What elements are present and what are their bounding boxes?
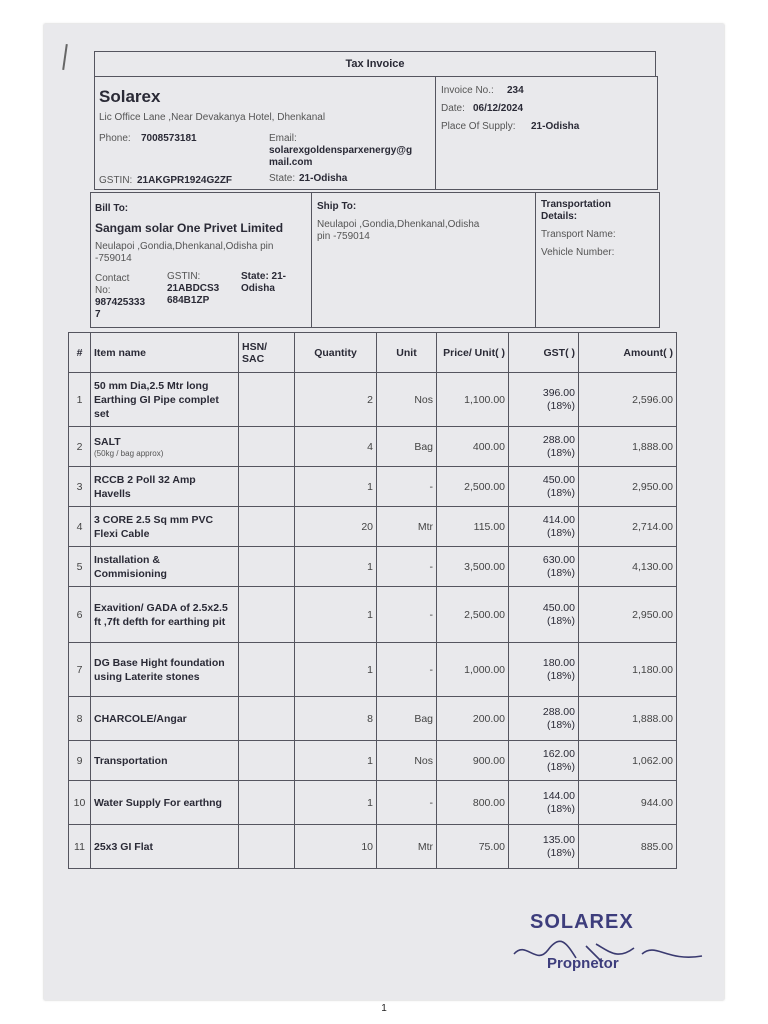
item-unit: - [377,547,437,587]
item-number: 3 [69,467,91,507]
item-gst [509,825,579,869]
item-gst-amount: 162.00 [542,747,575,760]
item-amount: 4,130.00 [579,547,677,587]
item-note: (50kg / bag approx) [94,449,164,458]
item-gst-rate: (18%) [546,614,575,627]
item-gst-amount: 180.00 [542,656,575,669]
item-name: 3 CORE 2.5 Sq mm PVC Flexi Cable [94,513,214,540]
table-row [69,373,677,427]
ship-to-heading: Ship To: [317,201,357,212]
item-number: 9 [69,741,91,781]
item-name: 50 mm Dia,2.5 Mtr long Earthing GI Pipe complet set [94,379,219,420]
item-amount: 1,180.00 [579,643,677,697]
table-row [69,825,677,869]
item-amount: 944.00 [579,781,677,825]
item-hsn [239,467,295,507]
item-name: CHARCOLE/Angar [94,712,187,725]
bill-to-heading: Bill To: [95,203,129,214]
item-name: Installation & Commisioning [94,553,167,580]
item-unit: - [377,467,437,507]
item-price: 200.00 [437,697,509,741]
contact-label-1: Contact [95,273,130,284]
date-label: Date: [441,103,465,114]
parties-box [90,192,660,328]
item-unit: - [377,781,437,825]
header-divider [435,77,436,189]
item-unit: Nos [377,741,437,781]
company-phone: 7008573181 [141,133,197,144]
item-gst [509,427,579,467]
item-price: 400.00 [437,427,509,467]
bill-gstin-label: GSTIN: [167,271,201,282]
parties-divider-1 [311,193,312,327]
item-name: DG Base Hight foundation using Laterite stones [94,656,225,683]
item-amount: 1,888.00 [579,427,677,467]
company-state: 21-Odisha [299,173,348,184]
item-gst [509,741,579,781]
item-price: 1,000.00 [437,643,509,697]
item-name: SALT [94,436,121,448]
email-label: Email: [269,133,297,144]
item-unit: - [377,587,437,643]
item-number: 10 [69,781,91,825]
page-number: 1 [381,1003,387,1014]
item-price: 115.00 [437,507,509,547]
bill-state: Odisha [241,283,275,294]
item-unit: Bag [377,427,437,467]
item-gst-amount: 450.00 [542,473,575,486]
item-gst-amount: 450.00 [542,601,575,614]
col-header-amount: Amount( ) [579,333,677,373]
item-quantity: 1 [295,587,377,643]
ship-to-address-1: Neulapoi ,Gondia,Dhenkanal,Odisha [317,219,480,230]
item-quantity: 8 [295,697,377,741]
item-gst-rate: (18%) [546,486,575,499]
supply-label: Place Of Supply: [441,121,516,132]
item-gst-rate: (18%) [546,526,575,539]
item-number: 4 [69,507,91,547]
item-price: 75.00 [437,825,509,869]
parties-divider-2 [535,193,536,327]
col-header-hsn: HSN/ SAC [239,333,295,373]
table-header-row [69,333,677,373]
item-gst-rate: (18%) [546,669,575,682]
item-unit: Nos [377,373,437,427]
item-gst-rate: (18%) [546,802,575,815]
item-price: 900.00 [437,741,509,781]
items-body [69,373,677,869]
vehicle-number-label: Vehicle Number: [541,247,615,258]
invoice-title: Tax Invoice [345,58,405,70]
item-name-cell [91,373,239,427]
item-amount: 2,714.00 [579,507,677,547]
item-name-cell [91,741,239,781]
item-name: RCCB 2 Poll 32 Amp Havells [94,473,196,500]
item-unit: Mtr [377,825,437,869]
item-hsn [239,825,295,869]
title-bar [94,51,656,77]
table-row [69,643,677,697]
transport-heading-2: Details: [541,211,578,222]
proprietor-label: Propnetor [547,955,619,972]
item-amount: 2,596.00 [579,373,677,427]
col-header-gst: GST( ) [509,333,579,373]
item-name: 25x3 GI Flat [94,840,153,853]
col-header-price: Price/ Unit( ) [437,333,509,373]
item-quantity: 1 [295,547,377,587]
item-hsn [239,507,295,547]
item-quantity: 10 [295,825,377,869]
bill-state-label: State: 21- [241,271,287,282]
item-hsn [239,781,295,825]
table-row [69,467,677,507]
item-name: Water Supply For earthng [94,796,222,809]
item-gst-rate: (18%) [546,399,575,412]
item-hsn [239,697,295,741]
items-table [68,332,677,869]
item-unit: - [377,643,437,697]
item-gst-amount: 396.00 [542,386,575,399]
transport-name-label: Transport Name: [541,229,616,240]
item-unit: Mtr [377,507,437,547]
invoice-no: 234 [507,85,524,96]
item-name-cell [91,467,239,507]
contact-label-2: No: [95,285,111,296]
item-gst [509,547,579,587]
company-state-label: State: [269,173,296,184]
item-price: 2,500.00 [437,587,509,643]
contact-number-1: 987425333 [95,297,146,308]
item-name: Exavition/ GADA of 2.5x2.5 ft ,7ft defth for earthing pit [94,601,228,628]
item-amount: 885.00 [579,825,677,869]
item-quantity: 1 [295,467,377,507]
item-hsn [239,643,295,697]
company-stamp: SOLAREX [530,911,634,933]
item-gst [509,781,579,825]
bill-to-address-1: Neulapoi ,Gondia,Dhenkanal,Odisha pin [95,241,274,252]
item-gst-amount: 135.00 [542,833,575,846]
item-gst-amount: 288.00 [542,705,575,718]
invoice-date: 06/12/2024 [473,103,524,114]
item-amount: 2,950.00 [579,587,677,643]
item-hsn [239,587,295,643]
item-hsn [239,373,295,427]
table-row [69,427,677,467]
company-address: Lic Office Lane ,Near Devakanya Hotel, Dhenkanal [99,112,326,123]
bill-gstin-2: 684B1ZP [167,295,210,306]
item-name-cell [91,781,239,825]
item-name-cell [91,427,239,467]
bill-to-address-2: -759014 [95,253,132,264]
gstin-label: GSTIN: [99,175,133,186]
item-hsn [239,427,295,467]
invoice-no-label: Invoice No.: [441,85,494,96]
item-amount: 2,950.00 [579,467,677,507]
col-header-item-name: Item name [91,333,239,373]
item-quantity: 2 [295,373,377,427]
table-row [69,587,677,643]
company-gstin: 21AKGPR1924G2ZF [137,175,233,186]
col-header-quantity: Quantity [295,333,377,373]
item-unit: Bag [377,697,437,741]
item-number: 5 [69,547,91,587]
item-price: 3,500.00 [437,547,509,587]
item-gst-rate: (18%) [546,718,575,731]
item-name-cell [91,507,239,547]
item-number: 1 [69,373,91,427]
company-name: Solarex [99,87,161,106]
item-number: 7 [69,643,91,697]
item-quantity: 1 [295,643,377,697]
item-price: 800.00 [437,781,509,825]
item-gst [509,697,579,741]
item-gst [509,467,579,507]
company-email-2: mail.com [269,157,313,168]
item-gst-rate: (18%) [546,446,575,459]
table-row [69,547,677,587]
item-quantity: 1 [295,741,377,781]
col-header-number: # [69,333,91,373]
bill-to-name: Sangam solar One Privet Limited [95,221,284,235]
table-row [69,781,677,825]
table-row [69,741,677,781]
item-gst-amount: 144.00 [542,789,575,802]
item-name-cell [91,825,239,869]
item-name-cell [91,547,239,587]
header-box [94,76,658,190]
item-gst [509,587,579,643]
contact-number-2: 7 [95,309,101,320]
item-name-cell [91,697,239,741]
bill-gstin-1: 21ABDCS3 [167,283,220,294]
item-gst-rate: (18%) [546,846,575,859]
company-email-1: solarexgoldensparxenergy@g [269,145,413,156]
item-gst-amount: 630.00 [542,553,575,566]
item-gst [509,373,579,427]
place-of-supply: 21-Odisha [531,121,580,132]
item-gst-rate: (18%) [546,566,575,579]
item-price: 1,100.00 [437,373,509,427]
table-row [69,697,677,741]
phone-label: Phone: [99,133,131,144]
item-number: 11 [69,825,91,869]
item-gst-amount: 288.00 [542,433,575,446]
col-header-unit: Unit [377,333,437,373]
item-name-cell [91,643,239,697]
item-amount: 1,888.00 [579,697,677,741]
item-name-cell [91,587,239,643]
item-amount: 1,062.00 [579,741,677,781]
item-hsn [239,741,295,781]
item-gst [509,507,579,547]
item-quantity: 20 [295,507,377,547]
item-gst-rate: (18%) [546,760,575,773]
transport-heading-1: Transportation [541,199,612,210]
item-name: Transportation [94,754,168,767]
item-gst-amount: 414.00 [542,513,575,526]
item-number: 2 [69,427,91,467]
invoice-sheet [44,24,724,1000]
pen-mark [62,44,68,70]
item-quantity: 1 [295,781,377,825]
item-price: 2,500.00 [437,467,509,507]
table-row [69,507,677,547]
item-quantity: 4 [295,427,377,467]
item-number: 8 [69,697,91,741]
item-number: 6 [69,587,91,643]
item-hsn [239,547,295,587]
ship-to-address-2: pin -759014 [317,231,370,242]
item-gst [509,643,579,697]
